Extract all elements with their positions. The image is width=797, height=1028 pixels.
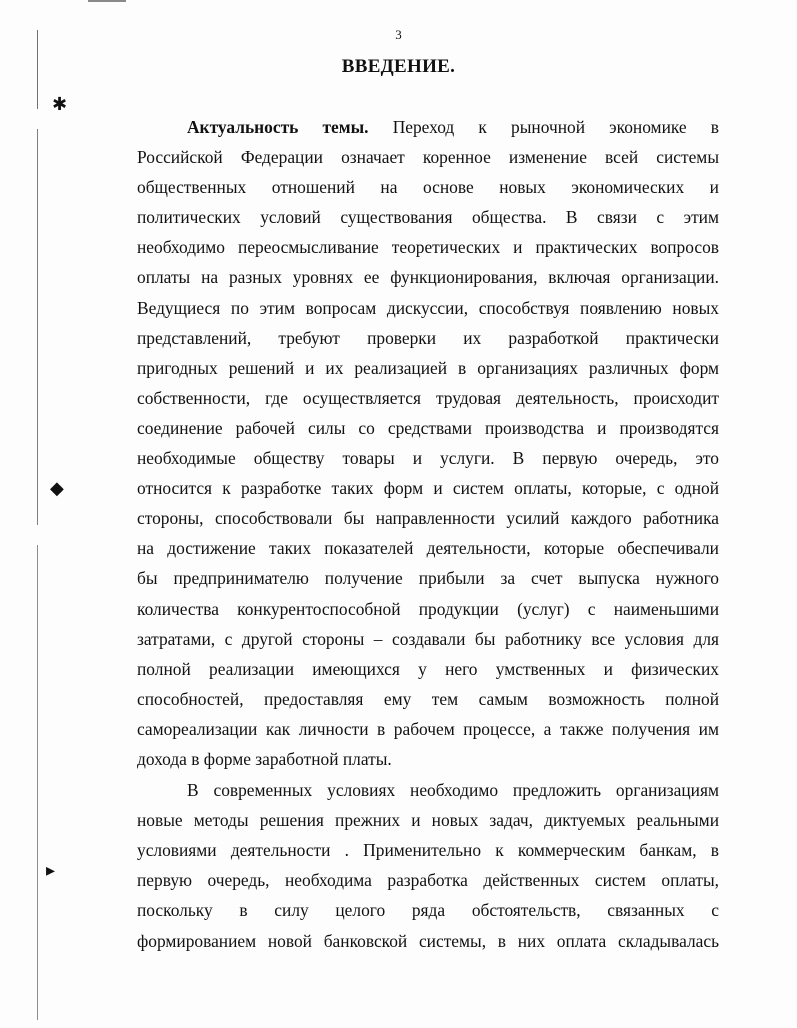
paragraph-line: способностей, предоставляя ему тем самым возможность полной [137, 688, 719, 709]
paragraph-line: поскольку в силу целого ряда обстоятельств, связанных с [137, 900, 719, 921]
binder-hole-mark-icon: ✱ [52, 94, 68, 115]
paragraph-line: формированием новой банковской системы, в них оплата складывалась [137, 930, 719, 951]
paragraph-line: новые методы решения прежних и новых задач, диктуемых реальными [137, 810, 719, 831]
paragraph-line: дохода в форме заработной платы. [137, 748, 392, 769]
paragraph-line: затратами, с другой стороны – создавали бы работнику все условия для [137, 628, 719, 649]
paragraph-line: на достижение таких показателей деятельности, которые обеспечивали [137, 538, 719, 559]
paragraph-line: политических условий существования общества. В связи с этим [137, 207, 719, 228]
paragraph-line: необходимо переосмысливание теоретических и практических вопросов [137, 237, 719, 258]
paragraph-line: общественных отношений на основе новых экономических и [137, 177, 719, 198]
paragraph-line: полной реализации имеющихся у него умственных и физических [137, 658, 719, 679]
paragraph-line: бы предпринимателю получение прибыли за счет выпуска нужного [137, 568, 719, 589]
paragraph-line: самореализации как личности в рабочем процессе, а также получения им [137, 718, 719, 739]
paragraph-line: Актуальность темы. Переход к рыночной экономике в [187, 117, 719, 137]
paragraph-line: Российской Федерации означает коренное изменение всей системы [137, 147, 719, 168]
binder-hole-mark-icon: ▸ [46, 860, 56, 881]
paragraph-line: В современных условиях необходимо предложить организациям [187, 780, 719, 801]
page-number: 3 [395, 27, 402, 42]
paragraph-line: оплаты на разных уровнях ее функционирования, включая организации. [137, 267, 719, 288]
paragraph-line: собственности, где осуществляется трудовая деятельность, происходит [137, 387, 719, 408]
binding-margin-line [37, 30, 38, 1020]
paragraph-line: представлений, требуют проверки их разработкой практически [137, 327, 719, 348]
body-text [137, 112, 719, 956]
binder-hole-mark-icon: ◆ [50, 478, 64, 499]
paragraph-line: соединение рабочей силы со средствами производства и производятся [137, 417, 719, 438]
paragraph-line: стороны, способствовали бы направленности усилий каждого работника [137, 508, 719, 529]
paragraph-line: условиями деятельности . Применительно к коммерческим банкам, в [137, 840, 719, 861]
paragraph-line: первую очередь, необходима разработка действенных систем оплаты, [137, 870, 719, 891]
paragraph-line: Ведущиеся по этим вопросам дискуссии, способствуя появлению новых [137, 297, 719, 318]
paragraph-line: относится к разработке таких форм и систем оплаты, которые, с одной [137, 478, 719, 499]
scan-edge-artifact [88, 0, 126, 2]
paragraph-line: количества конкурентоспособной продукции (услуг) с наименьшими [137, 598, 719, 619]
paragraph-line: необходимые обществу товары и услуги. В первую очередь, это [137, 448, 719, 469]
page-title: ВВЕДЕНИЕ. [341, 56, 456, 77]
paragraph-line: пригодных решений и их реализацией в организациях различных форм [137, 357, 719, 378]
section-lead: Актуальность темы. [187, 117, 369, 137]
